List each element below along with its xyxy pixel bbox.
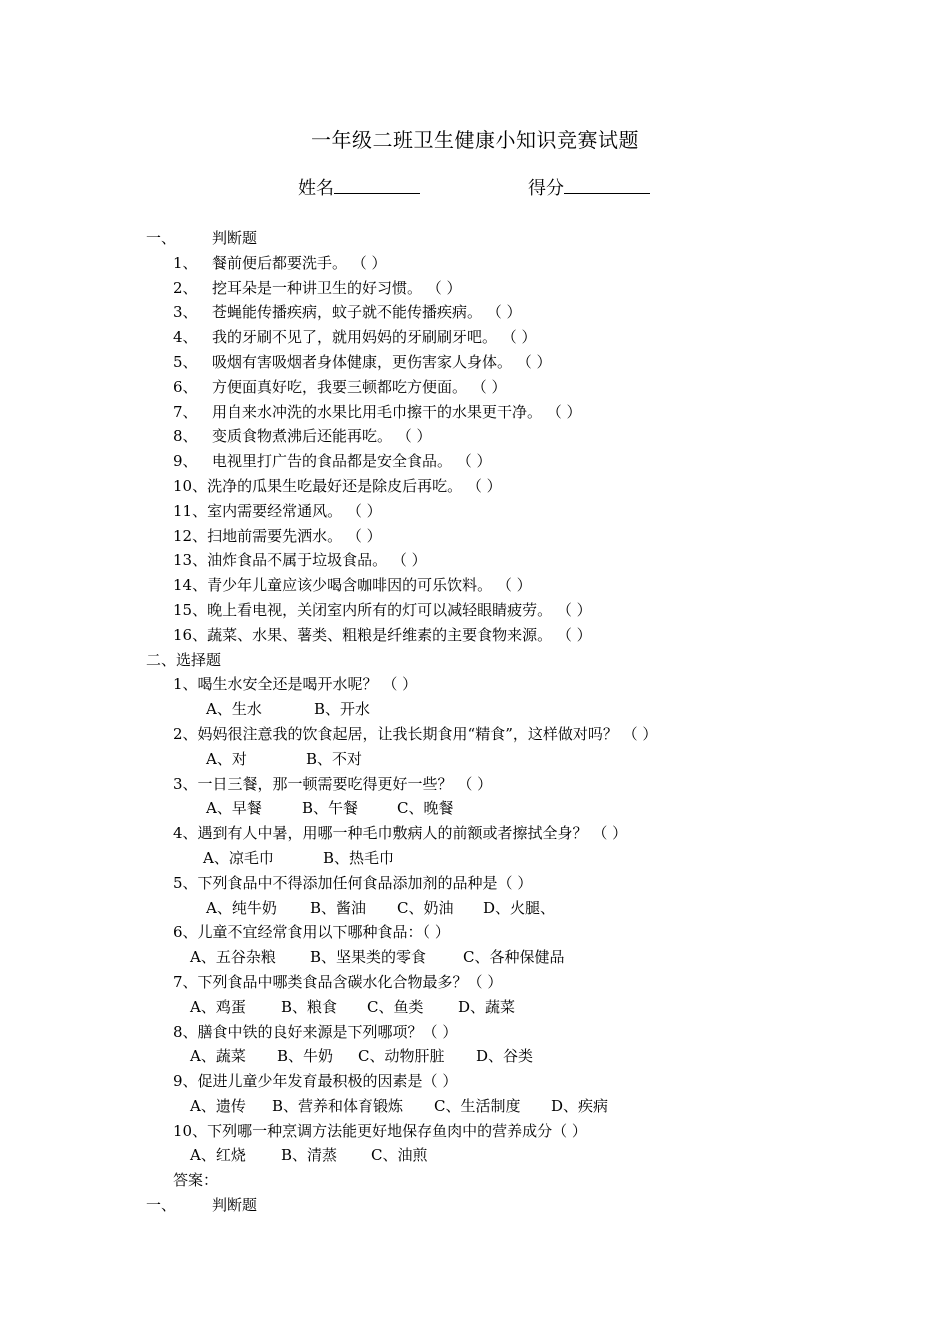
tf-question-16 <box>0 623 950 648</box>
option-d: D、谷类 <box>476 1047 534 1066</box>
mc-question-5 <box>0 871 950 896</box>
option-c: C、动物肝脏 <box>358 1047 445 1066</box>
mc-options-1 <box>0 697 950 722</box>
option-b: B、清蒸 <box>281 1146 338 1165</box>
question-text: 4、遇到有人中暑，用哪一种毛巾敷病人的前额或者擦拭全身？ （ ） <box>173 824 628 843</box>
option-c: C、鱼类 <box>367 997 424 1016</box>
option-a: A、遗传 <box>190 1096 246 1115</box>
option-d: D、蔬菜 <box>458 997 516 1016</box>
question-number: 3、 <box>173 303 198 322</box>
question-text: 8、膳食中铁的良好来源是下列哪项？（ ） <box>173 1022 458 1041</box>
question-text: 吸烟有害吸烟者身体健康，更伤害家人身体。 （ ） <box>212 352 552 371</box>
question-number: 1、 <box>173 253 198 272</box>
mc-options-4 <box>0 846 950 871</box>
option-b: B、酱油 <box>310 898 367 917</box>
tf-question-7 <box>0 400 950 425</box>
option-c: C、油煎 <box>371 1146 428 1165</box>
answers-section-label: 判断题 <box>212 1196 258 1215</box>
question-text: 13、油炸食品不属于垃圾食品。 （ ） <box>173 551 427 570</box>
question-text: 用自来水冲洗的水果比用毛巾擦干的水果更干净。 （ ） <box>212 402 582 421</box>
question-text: 6、儿童不宜经常食用以下哪种食品：（ ） <box>173 923 450 942</box>
question-text: 1、喝生水安全还是喝开水呢？ （ ） <box>173 675 418 694</box>
question-number: 9、 <box>173 452 198 471</box>
answers-section-1-heading <box>0 1193 950 1218</box>
question-text: 16、蔬菜、水果、薯类、粗粮是纤维素的主要食物来源。 （ ） <box>173 625 592 644</box>
score-label: 得分 <box>528 178 564 199</box>
option-a: A、红烧 <box>190 1146 246 1165</box>
question-text: 方便面真好吃，我要三顿都吃方便面。 （ ） <box>212 377 507 396</box>
option-a: A、蔬菜 <box>190 1047 246 1066</box>
tf-question-3 <box>0 300 950 325</box>
tf-question-8 <box>0 424 950 449</box>
question-text: 15、晚上看电视，关闭室内所有的灯可以减轻眼睛疲劳。 （ ） <box>173 600 592 619</box>
score-blank[interactable] <box>564 177 650 194</box>
tf-question-1 <box>0 251 950 276</box>
section-1-number: 一、 <box>146 229 177 247</box>
page-title: 一年级二班卫生健康小知识竞赛试题 <box>311 128 639 152</box>
tf-question-9 <box>0 449 950 474</box>
mc-options-2 <box>0 747 950 772</box>
tf-question-11 <box>0 499 950 524</box>
question-text: 14、青少年儿童应该少喝含咖啡因的可乐饮料。 （ ） <box>173 576 532 595</box>
option-a: A、对 <box>206 749 247 768</box>
mc-question-4 <box>0 821 950 846</box>
option-a: A、生水 <box>206 700 262 719</box>
mc-question-10 <box>0 1119 950 1144</box>
tf-question-13 <box>0 548 950 573</box>
answers-label: 答案： <box>173 1171 219 1190</box>
mc-question-1 <box>0 672 950 697</box>
option-b: B、坚果类的零食 <box>310 948 427 967</box>
option-b: B、开水 <box>314 700 371 719</box>
option-b: B、粮食 <box>281 997 338 1016</box>
tf-question-12 <box>0 524 950 549</box>
option-c: C、各种保健品 <box>463 948 565 967</box>
question-text: 2、妈妈很注意我的饮食起居，让我长期食用“精食”，这样做对吗？ （ ） <box>173 724 658 743</box>
mc-question-6 <box>0 920 950 945</box>
option-b: B、牛奶 <box>277 1047 334 1066</box>
tf-question-2 <box>0 276 950 301</box>
question-number: 6、 <box>173 377 198 396</box>
question-text: 10、下列哪一种烹调方法能更好地保存鱼肉中的营养成分（ ） <box>173 1121 587 1140</box>
option-a: A、纯牛奶 <box>206 898 277 917</box>
tf-question-6 <box>0 375 950 400</box>
score-field[interactable] <box>528 174 650 200</box>
question-number: 5、 <box>173 352 198 371</box>
tf-question-10 <box>0 474 950 499</box>
question-number: 2、 <box>173 278 198 297</box>
question-text: 餐前便后都要洗手。 （ ） <box>212 253 387 272</box>
option-c: C、奶油 <box>397 898 454 917</box>
mc-question-3 <box>0 772 950 797</box>
section-2-heading <box>0 648 950 673</box>
option-a: A、五谷杂粮 <box>190 948 276 967</box>
mc-options-6 <box>0 945 950 970</box>
tf-question-14 <box>0 573 950 598</box>
answers-section-number: 一、 <box>146 1196 177 1215</box>
question-text: 挖耳朵是一种讲卫生的好习惯。 （ ） <box>212 278 462 297</box>
option-d: D、疾病 <box>551 1096 609 1115</box>
mc-question-7 <box>0 970 950 995</box>
question-text: 电视里打广告的食品都是安全食品。 （ ） <box>212 452 492 471</box>
option-c: C、生活制度 <box>434 1096 521 1115</box>
answers-heading <box>0 1168 950 1193</box>
option-d: D、火腿、 <box>483 898 556 917</box>
option-a: A、凉毛巾 <box>203 848 274 867</box>
section-1-heading <box>0 226 950 251</box>
option-a: A、鸡蛋 <box>190 997 246 1016</box>
section-2-label: 二、选择题 <box>146 650 222 669</box>
mc-options-3 <box>0 796 950 821</box>
option-c: C、晚餐 <box>397 799 454 818</box>
mc-options-9 <box>0 1094 950 1119</box>
question-text: 我的牙刷不见了，就用妈妈的牙刷刷牙吧。 （ ） <box>212 328 537 347</box>
tf-question-15 <box>0 598 950 623</box>
question-number: 4、 <box>173 328 198 347</box>
question-number: 7、 <box>173 402 198 421</box>
mc-options-5 <box>0 896 950 921</box>
mc-options-7 <box>0 995 950 1020</box>
tf-question-4 <box>0 325 950 350</box>
option-b: B、营养和体育锻炼 <box>272 1096 404 1115</box>
question-text: 5、下列食品中不得添加任何食品添加剂的品种是（ ） <box>173 873 533 892</box>
option-b: B、不对 <box>306 749 363 768</box>
tf-question-5 <box>0 350 950 375</box>
section-1-label: 判断题 <box>212 229 258 247</box>
question-number: 8、 <box>173 427 198 446</box>
question-text: 12、扫地前需要先洒水。 （ ） <box>173 526 382 545</box>
mc-options-8 <box>0 1044 950 1069</box>
question-text: 7、下列食品中哪类食品含碳水化合物最多？（ ） <box>173 972 503 991</box>
question-text: 变质食物煮沸后还能再吃。 （ ） <box>212 427 432 446</box>
option-a: A、早餐 <box>206 799 262 818</box>
mc-question-8 <box>0 1020 950 1045</box>
mc-question-2 <box>0 722 950 747</box>
question-text: 11、室内需要经常通风。 （ ） <box>173 501 382 520</box>
mc-options-10 <box>0 1143 950 1168</box>
option-b: B、热毛巾 <box>323 848 395 867</box>
question-text: 3、一日三餐，那一顿需要吃得更好一些？ （ ） <box>173 774 493 793</box>
option-b: B、午餐 <box>302 799 359 818</box>
question-text: 9、促进儿童少年发育最积极的因素是（ ） <box>173 1072 458 1091</box>
question-text: 苍蝇能传播疾病，蚊子就不能传播疾病。 （ ） <box>212 303 522 322</box>
question-text: 10、洗净的瓜果生吃最好还是除皮后再吃。 （ ） <box>173 476 502 495</box>
name-blank[interactable] <box>334 177 420 194</box>
name-label: 姓名 <box>298 178 334 199</box>
mc-question-9 <box>0 1069 950 1094</box>
exam-content <box>0 226 950 1218</box>
name-field[interactable] <box>298 174 420 200</box>
